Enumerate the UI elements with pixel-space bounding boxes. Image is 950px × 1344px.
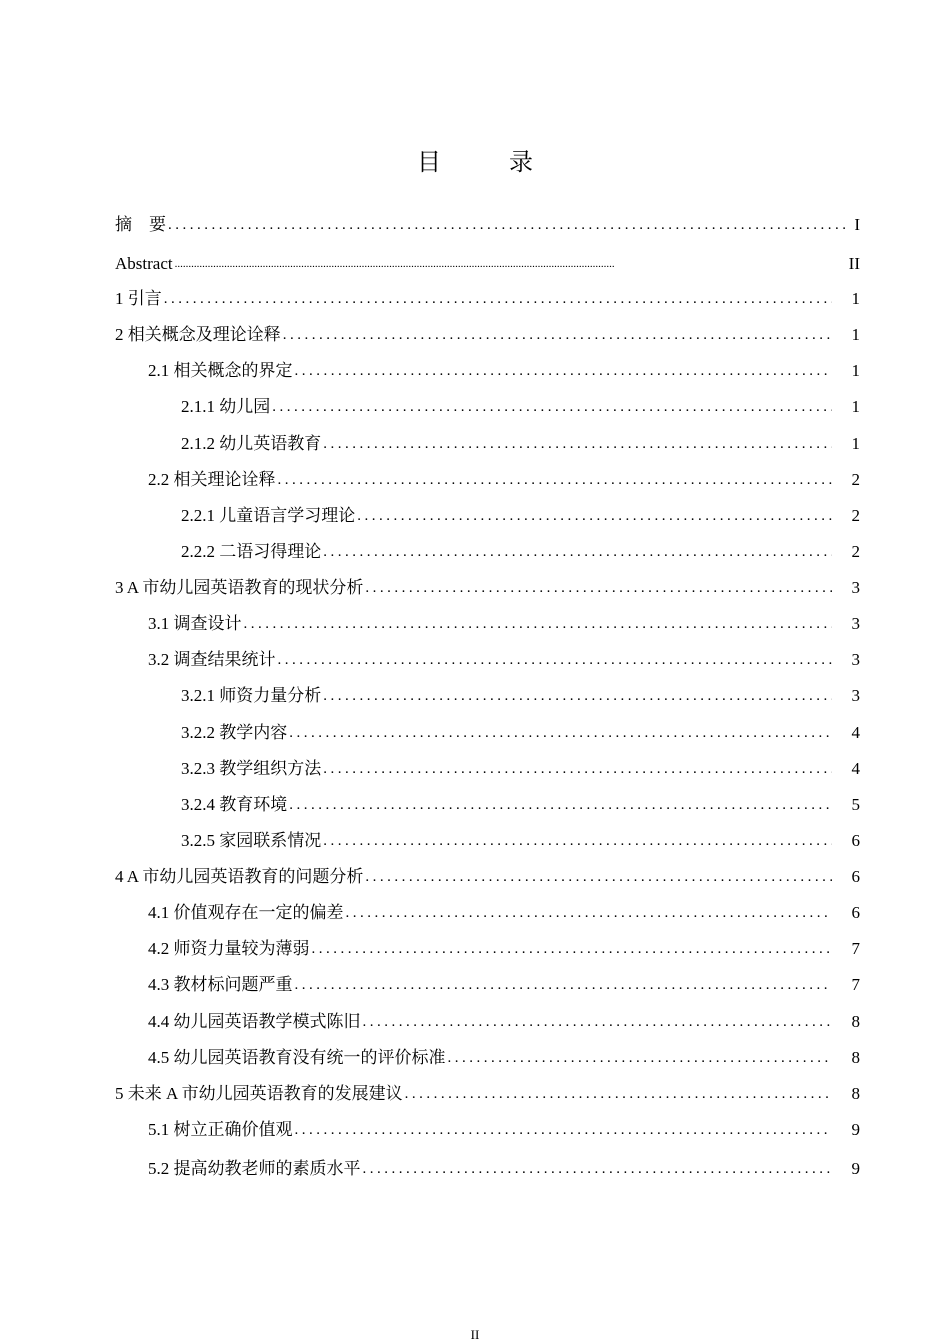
- toc-dot-leader: [312, 935, 833, 963]
- toc-entry-label: 3.1 调查设计: [148, 614, 242, 633]
- page-title: 目 录: [417, 150, 555, 176]
- toc-entry-page-number: 7: [851, 939, 860, 958]
- toc-entry-page-number: 5: [851, 795, 860, 814]
- toc-entry-page-number: 4: [851, 759, 860, 778]
- toc-entry-page-number: 6: [851, 903, 860, 922]
- toc-entry-label: 3.2.4 教育环境: [181, 795, 288, 814]
- toc-entry[interactable]: [181, 791, 860, 819]
- toc-entry-page-number: 1: [851, 325, 860, 344]
- toc-dot-leader: [295, 357, 833, 385]
- toc-entry[interactable]: [148, 1155, 860, 1183]
- toc-dot-leader: [363, 1008, 833, 1036]
- toc-entry-page-number: 9: [851, 1159, 860, 1178]
- toc-entry-label: 5.2 提高幼教老师的素质水平: [148, 1159, 361, 1178]
- toc-dot-leader: [175, 250, 845, 278]
- toc-entry[interactable]: [181, 393, 860, 421]
- toc-dot-leader: [283, 321, 832, 349]
- toc-entry-page-number: 3: [851, 686, 860, 705]
- toc-entry-page-number: II: [848, 254, 860, 273]
- toc-dot-leader: [168, 211, 850, 239]
- toc-entry[interactable]: [148, 646, 860, 674]
- toc-dot-leader: [295, 1116, 833, 1144]
- toc-entry[interactable]: [148, 466, 860, 494]
- toc-dot-leader: [278, 646, 833, 674]
- toc-entry[interactable]: [148, 1116, 860, 1144]
- toc-entry-label: 2.2.1 儿童语言学习理论: [181, 506, 356, 525]
- toc-entry-page-number: 1: [851, 289, 860, 308]
- toc-entry-label: 2 相关概念及理论诠释: [115, 325, 281, 344]
- toc-entry-page-number: 1: [851, 361, 860, 380]
- toc-entry-label: 5 未来 A 市幼儿园英语教育的发展建议: [115, 1084, 403, 1103]
- toc-entry[interactable]: [181, 430, 860, 458]
- toc-entry-page-number: 2: [851, 506, 860, 525]
- toc-entry-label: 2.2 相关理论诠释: [148, 470, 276, 489]
- toc-entry-label: 3.2.1 师资力量分析: [181, 686, 322, 705]
- toc-entry-page-number: 4: [851, 723, 860, 742]
- toc-entry-page-number: I: [854, 215, 860, 234]
- toc-entry[interactable]: [115, 1080, 860, 1108]
- toc-dot-leader: [289, 719, 832, 747]
- toc-entry-label: 4.5 幼儿园英语教育没有统一的评价标准: [148, 1048, 446, 1067]
- toc-entry-page-number: 9: [851, 1120, 860, 1139]
- toc-dot-leader: [365, 863, 832, 891]
- toc-entry[interactable]: [148, 1044, 860, 1072]
- toc-dot-leader: [323, 538, 832, 566]
- toc-entry-page-number: 8: [851, 1012, 860, 1031]
- toc-entry-page-number: 8: [851, 1084, 860, 1103]
- toc-entry-page-number: 2: [851, 542, 860, 561]
- toc-entry-page-number: 6: [851, 831, 860, 850]
- toc-entry-label: 摘 要: [115, 215, 166, 234]
- toc-entry[interactable]: [181, 502, 860, 530]
- toc-dot-leader: [365, 574, 832, 602]
- toc-entry[interactable]: [148, 935, 860, 963]
- toc-dot-leader: [278, 466, 833, 494]
- toc-entry[interactable]: [148, 610, 860, 638]
- toc-entry[interactable]: [148, 971, 860, 999]
- toc-entry-label: 4.2 师资力量较为薄弱: [148, 939, 310, 958]
- toc-entry[interactable]: [181, 719, 860, 747]
- toc-dot-leader: [357, 502, 832, 530]
- toc-entry-label: 3 A 市幼儿园英语教育的现状分析: [115, 578, 364, 597]
- toc-entry[interactable]: [181, 682, 860, 710]
- toc-dot-leader: [448, 1044, 833, 1072]
- toc-entry[interactable]: [148, 899, 860, 927]
- toc-entry-label: 2.2.2 二语习得理论: [181, 542, 322, 561]
- toc-entry[interactable]: [148, 1008, 860, 1036]
- toc-entry-label: 2.1.2 幼儿英语教育: [181, 434, 322, 453]
- toc-entry-page-number: 1: [851, 397, 860, 416]
- toc-entry-label: 4.4 幼儿园英语教学模式陈旧: [148, 1012, 361, 1031]
- toc-entry[interactable]: [115, 863, 860, 891]
- toc-entry[interactable]: [181, 827, 860, 855]
- toc-dot-leader: [244, 610, 833, 638]
- toc-entry-label: 4.3 教材标问题严重: [148, 975, 293, 994]
- toc-entry-label: 2.1.1 幼儿园: [181, 397, 271, 416]
- toc-dot-leader: [272, 393, 832, 421]
- toc-entry-page-number: 2: [851, 470, 860, 489]
- toc-entry[interactable]: [181, 755, 860, 783]
- toc-entry-label: 4 A 市幼儿园英语教育的问题分析: [115, 867, 364, 886]
- toc-entry[interactable]: [115, 211, 860, 239]
- page-number-footer: II: [470, 1327, 480, 1342]
- toc-entry-label: 3.2.3 教学组织方法: [181, 759, 322, 778]
- toc-entry[interactable]: [115, 574, 860, 602]
- toc-entry-page-number: 6: [851, 867, 860, 886]
- toc-dot-leader: [323, 827, 832, 855]
- toc-entry-label: Abstract: [115, 254, 173, 273]
- toc-entry[interactable]: [115, 285, 860, 313]
- toc-dot-leader: [289, 791, 832, 819]
- toc-dot-leader: [405, 1080, 832, 1108]
- toc-dot-leader: [164, 285, 832, 313]
- toc-entry-label: 2.1 相关概念的界定: [148, 361, 293, 380]
- toc-entry-page-number: 8: [851, 1048, 860, 1067]
- toc-entry-page-number: 3: [851, 578, 860, 597]
- toc-entry-label: 4.1 价值观存在一定的偏差: [148, 903, 344, 922]
- toc-entry-page-number: 3: [851, 614, 860, 633]
- toc-dot-leader: [346, 899, 833, 927]
- toc-entry[interactable]: [115, 321, 860, 349]
- toc-dot-leader: [323, 430, 832, 458]
- toc-entry-page-number: 1: [851, 434, 860, 453]
- toc-entry-label: 5.1 树立正确价值观: [148, 1120, 293, 1139]
- toc-entry-label: 3.2.5 家园联系情况: [181, 831, 322, 850]
- toc-entry-page-number: 3: [851, 650, 860, 669]
- toc-dot-leader: [295, 971, 833, 999]
- toc-entry-page-number: 7: [851, 975, 860, 994]
- toc-entry-label: 3.2.2 教学内容: [181, 723, 288, 742]
- toc-entry[interactable]: [115, 250, 860, 278]
- toc-entry[interactable]: [181, 538, 860, 566]
- toc-dot-leader: [323, 755, 832, 783]
- toc-dot-leader: [363, 1155, 833, 1183]
- toc-entry[interactable]: [148, 357, 860, 385]
- toc-dot-leader: [323, 682, 832, 710]
- toc-entry-label: 1 引言: [115, 289, 162, 308]
- toc-entry-label: 3.2 调查结果统计: [148, 650, 276, 669]
